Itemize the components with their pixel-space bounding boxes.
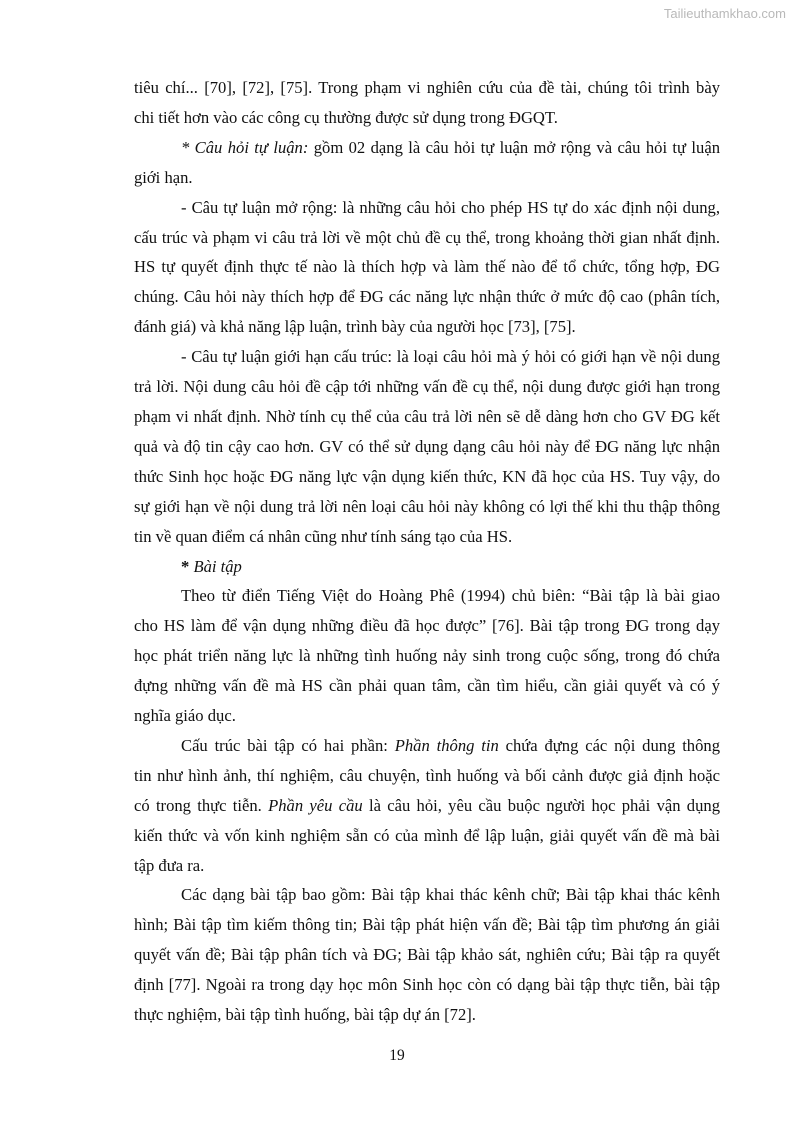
text-line: cấu trúc và phạm vi câu trả lời về một chủ đề cụ thể, trong khoảng thời gian nhất định.	[134, 227, 720, 247]
text-line: cho HS làm để vận dụng những điều đã học được” [76]. Bài tập trong ĐG trong dạy	[134, 616, 720, 636]
paragraph-dictionary-definition	[134, 581, 720, 731]
paragraph-limited-essay	[134, 342, 720, 551]
text-line: tin như hình ảnh, thí nghiệm, câu chuyện, tình huống và bối cảnh được giả định hoặc	[134, 765, 720, 785]
text-line: sự giới hạn về nội dung trả lời nên loại câu hỏi này không có lợi thế khi thu thập thông	[134, 496, 720, 516]
text-line: chi tiết hơn vào các công cụ thường được sử dụng trong ĐGQT.	[134, 107, 558, 127]
info-part-term: Phần thông tin	[394, 735, 499, 755]
text-line: * Câu hỏi tự luận: gồm 02 dạng là câu hỏi tự luận mở rộng và câu hỏi tự luận	[181, 137, 720, 157]
text-line: - Câu tự luận mở rộng: là những câu hỏi cho phép HS tự do xác định nội dung,	[181, 197, 720, 217]
text-line: Cấu trúc bài tập có hai phần: Phần thông tin chứa đựng các nội dung thông	[181, 735, 720, 755]
text-line: đánh giá) và khả năng lập luận, trình bày của người học [73], [75].	[134, 317, 576, 337]
text-line: có trong thực tiễn. Phần yêu cầu là câu hỏi, yêu cầu buộc người học phải vận dụng	[134, 795, 720, 815]
text-line: trả lời. Nội dung câu hỏi đề cập tới những vấn đề cụ thể, nội dung được giới hạn trong	[134, 377, 720, 397]
text-line: kiến thức và vốn kinh nghiệm sẵn có của mình để lập luận, giải quyết vấn đề mà bài	[134, 825, 720, 845]
text-line: Theo từ điển Tiếng Việt do Hoàng Phê (1994) chủ biên: “Bài tập là bài giao	[181, 586, 720, 606]
text-line: tiêu chí... [70], [72], [75]. Trong phạm vi nghiên cứu của đề tài, chúng tôi trình bày	[134, 78, 720, 97]
text-line: phạm vi nhất định. Nhờ tính cụ thể của câu trả lời nên sẽ dễ dàng hơn cho GV ĐG kết	[134, 406, 720, 426]
essay-question-label: * Câu hỏi tự luận:	[181, 137, 309, 157]
text-line: tập đưa ra.	[134, 855, 205, 875]
heading-exercises	[134, 552, 720, 582]
text-line: thực nghiệm, bài tập tình huống, bài tập dự án [72].	[134, 1005, 476, 1025]
text-line: thức Sinh học hoặc ĐG năng lực vận dụng kiến thức, KN đã học của HS. Tuy vậy, do	[134, 466, 720, 486]
page-body	[134, 73, 720, 1030]
text-line: học phát triển năng lực là những tình huống nảy sinh trong cuộc sống, trong đó chứa	[134, 646, 720, 666]
paragraph-essay-questions	[134, 133, 720, 193]
text-line: quả và độ tin cậy cao hơn. GV có thể sử dụng dạng câu hỏi này để ĐG năng lực nhận	[134, 436, 720, 456]
paragraph-exercise-types	[134, 880, 720, 1030]
text-line	[134, 552, 720, 582]
text-line: đựng những vấn đề mà HS cần phải quan tâm, cần tìm hiểu, cần giải quyết và có ý	[134, 676, 720, 696]
text-line: giới hạn.	[134, 167, 193, 187]
text-line: chúng. Câu hỏi này thích hợp để ĐG các năng lực nhận thức ở mức độ cao (phân tích,	[134, 287, 720, 307]
text-line: tin về quan điểm cá nhân cũng như tính sáng tạo của HS.	[134, 526, 513, 546]
paragraph-extended-essay	[134, 193, 720, 343]
text-line: - Câu tự luận giới hạn cấu trúc: là loại câu hỏi mà ý hỏi có giới hạn về nội dung	[181, 347, 720, 367]
heading-bullet: *	[181, 556, 194, 576]
paragraph-exercise-structure	[134, 731, 720, 881]
text-line: định [77]. Ngoài ra trong dạy học môn Sinh học còn có dạng bài tập thực tiễn, bài tập	[134, 975, 720, 995]
text-line: nghĩa giáo dục.	[134, 706, 236, 726]
heading-text: Bài tập	[193, 556, 242, 576]
page-number: 19	[389, 1047, 405, 1064]
text-line: Các dạng bài tập bao gồm: Bài tập khai thác kênh chữ; Bài tập khai thác kênh	[181, 885, 720, 905]
text-line: quyết vấn đề; Bài tập phân tích và ĐG; Bài tập khảo sát, nghiên cứu; Bài tập ra quyết	[134, 945, 720, 965]
requirement-part-term: Phần yêu cầu	[268, 795, 363, 815]
watermark: Tailieuthamkhao.com	[663, 6, 786, 21]
text-line: HS tự quyết định thực tế nào là thích hợp và làm thế nào để tổ chức, tổng hợp, ĐG	[134, 257, 720, 277]
text-line: hình; Bài tập tìm kiếm thông tin; Bài tập phát hiện vấn đề; Bài tập tìm phương án giải	[134, 915, 720, 935]
paragraph-0	[134, 73, 720, 133]
